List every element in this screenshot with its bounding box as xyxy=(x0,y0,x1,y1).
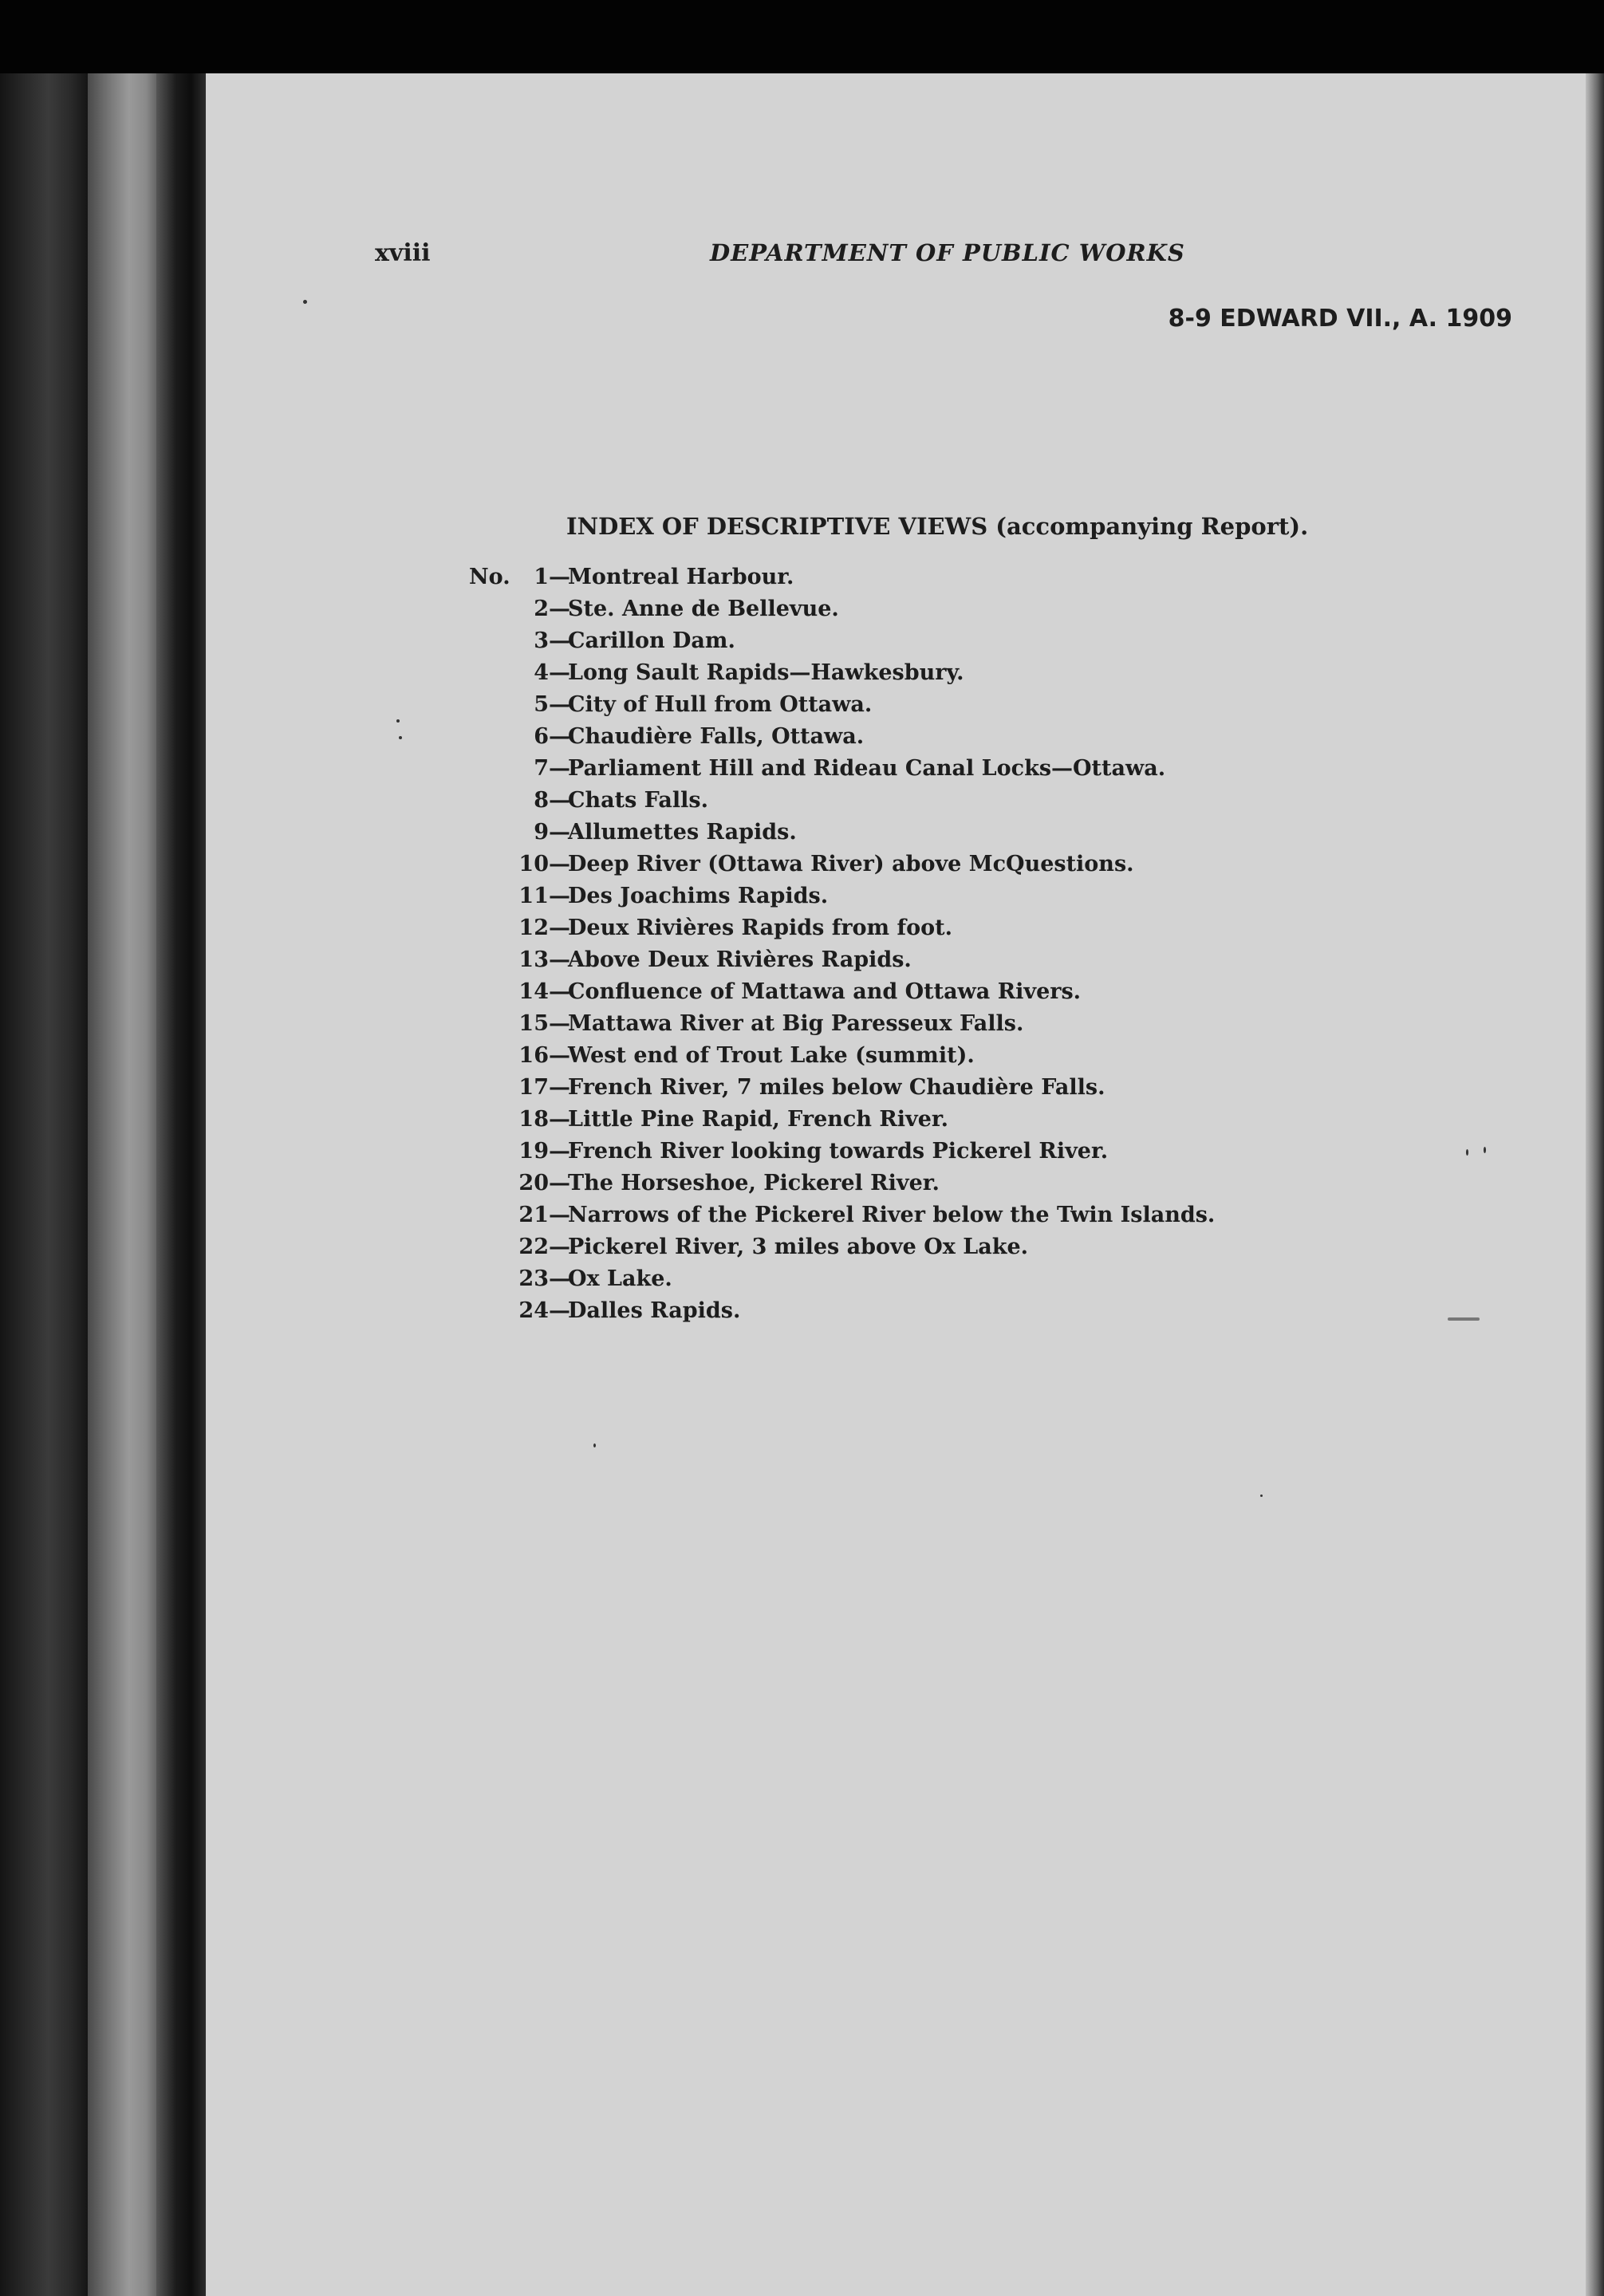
session-reference: 8-9 EDWARD VII., A. 1909 xyxy=(1168,305,1512,333)
entry-dash: — xyxy=(549,597,570,621)
entry-dash: — xyxy=(549,820,570,845)
index-entry xyxy=(469,593,1215,625)
entry-dash: — xyxy=(549,916,570,940)
entry-dash: — xyxy=(549,565,570,589)
entry-number: 4 xyxy=(534,660,549,685)
entry-dash: — xyxy=(549,884,570,908)
entry-number: 5 xyxy=(534,692,549,717)
index-entry xyxy=(469,785,1215,817)
scan-speck xyxy=(1448,1317,1480,1321)
index-entry xyxy=(469,1104,1215,1136)
entry-number: 12 xyxy=(518,916,549,940)
entry-number: 8 xyxy=(534,788,549,813)
entry-title: Montreal Harbour. xyxy=(568,565,794,589)
entry-prefix xyxy=(469,849,509,880)
entry-number: 23 xyxy=(518,1266,549,1291)
entry-title: City of Hull from Ottawa. xyxy=(568,692,873,717)
entry-number: 11 xyxy=(518,884,549,908)
index-entry xyxy=(469,625,1215,657)
entry-title: Mattawa River at Big Paresseux Falls. xyxy=(568,1011,1024,1036)
scan-speck xyxy=(303,300,307,304)
index-entry xyxy=(469,1199,1215,1231)
running-header-title: DEPARTMENT OF PUBLIC WORKS xyxy=(710,239,1185,266)
scan-speck xyxy=(593,1443,596,1447)
scan-top-border xyxy=(0,0,1604,73)
entry-dash: — xyxy=(549,1075,570,1100)
entry-number: 13 xyxy=(518,947,549,972)
index-entry xyxy=(469,1072,1215,1104)
entry-title: French River looking towards Pickerel River. xyxy=(568,1139,1109,1164)
entry-number: 24 xyxy=(518,1298,549,1323)
index-entry xyxy=(469,1168,1215,1199)
entry-prefix xyxy=(469,976,509,1008)
index-entry xyxy=(469,817,1215,849)
entry-title: Long Sault Rapids—Hawkesbury. xyxy=(568,660,964,685)
entry-prefix xyxy=(469,785,509,817)
entry-number: 6 xyxy=(534,724,549,749)
entry-title: Ox Lake. xyxy=(568,1266,672,1291)
entry-number: 20 xyxy=(518,1171,549,1195)
entry-number: 17 xyxy=(518,1075,549,1100)
entry-title: Above Deux Rivières Rapids. xyxy=(568,947,912,972)
index-entry xyxy=(469,721,1215,753)
book-spine-edge xyxy=(88,73,156,2296)
entry-dash: — xyxy=(549,756,570,781)
entry-dash: — xyxy=(549,947,570,972)
index-entry xyxy=(469,976,1215,1008)
entry-number: 10 xyxy=(518,852,549,876)
entry-dash: — xyxy=(549,1171,570,1195)
scan-speck xyxy=(399,736,402,739)
entry-title: Little Pine Rapid, French River. xyxy=(568,1107,949,1132)
entry-title: Allumettes Rapids. xyxy=(568,820,797,845)
entry-number: 9 xyxy=(534,820,549,845)
index-entry xyxy=(469,1263,1215,1295)
entry-prefix: No. xyxy=(469,565,510,589)
page-number: xviii xyxy=(375,239,431,267)
entry-title: Deep River (Ottawa River) above McQuestions. xyxy=(568,852,1134,876)
entry-dash: — xyxy=(549,1043,570,1068)
entry-dash: — xyxy=(549,660,570,685)
entry-prefix xyxy=(469,1168,509,1199)
entry-dash: — xyxy=(549,1298,570,1323)
index-entry xyxy=(469,912,1215,944)
entry-dash: — xyxy=(549,628,570,653)
entry-dash: — xyxy=(549,1235,570,1259)
entry-dash: — xyxy=(549,1266,570,1291)
index-entry xyxy=(469,849,1215,880)
entry-dash: — xyxy=(549,1139,570,1164)
entry-title: French River, 7 miles below Chaudière Falls. xyxy=(568,1075,1105,1100)
entry-number: 19 xyxy=(518,1139,549,1164)
entry-prefix xyxy=(469,689,509,721)
entry-title: Carillon Dam. xyxy=(568,628,735,653)
entry-number: 14 xyxy=(518,979,549,1004)
entry-prefix xyxy=(469,1199,509,1231)
scan-speck xyxy=(1466,1149,1468,1156)
entry-title: Pickerel River, 3 miles above Ox Lake. xyxy=(568,1235,1029,1259)
scan-speck xyxy=(396,719,400,723)
index-list xyxy=(469,561,1215,1327)
index-entry xyxy=(469,657,1215,689)
index-entry xyxy=(469,1231,1215,1263)
entry-prefix xyxy=(469,1072,509,1104)
entry-prefix xyxy=(469,1104,509,1136)
entry-title: Chats Falls. xyxy=(568,788,708,813)
entry-prefix xyxy=(469,1263,509,1295)
entry-prefix xyxy=(469,721,509,753)
entry-prefix xyxy=(469,753,509,785)
entry-prefix xyxy=(469,593,509,625)
entry-title: The Horseshoe, Pickerel River. xyxy=(568,1171,940,1195)
entry-dash: — xyxy=(549,1203,570,1227)
scan-speck xyxy=(1260,1495,1263,1497)
entry-title: Narrows of the Pickerel River below the Twin Islands. xyxy=(568,1203,1216,1227)
entry-dash: — xyxy=(549,979,570,1004)
entry-number: 21 xyxy=(518,1203,549,1227)
index-entry xyxy=(469,1040,1215,1072)
entry-number: 3 xyxy=(534,628,549,653)
scan-left-border xyxy=(0,73,88,2296)
entry-prefix xyxy=(469,1008,509,1040)
index-entry xyxy=(469,1136,1215,1168)
entry-prefix xyxy=(469,1231,509,1263)
entry-title: Parliament Hill and Rideau Canal Locks—Ottawa. xyxy=(568,756,1166,781)
entry-dash: — xyxy=(549,724,570,749)
entry-dash: — xyxy=(549,1011,570,1036)
entry-prefix xyxy=(469,1136,509,1168)
index-entry xyxy=(469,880,1215,912)
entry-prefix xyxy=(469,880,509,912)
entry-number: 2 xyxy=(534,597,549,621)
index-entry xyxy=(469,944,1215,976)
entry-dash: — xyxy=(549,788,570,813)
entry-title: Deux Rivières Rapids from foot. xyxy=(568,916,953,940)
entry-prefix xyxy=(469,657,509,689)
entry-prefix xyxy=(469,817,509,849)
entry-number: 15 xyxy=(518,1011,549,1036)
index-entry xyxy=(469,561,1215,593)
entry-prefix xyxy=(469,944,509,976)
entry-dash: — xyxy=(549,852,570,876)
entry-title: Chaudière Falls, Ottawa. xyxy=(568,724,865,749)
entry-dash: — xyxy=(549,692,570,717)
entry-prefix xyxy=(469,625,509,657)
index-entry xyxy=(469,753,1215,785)
index-heading: INDEX OF DESCRIPTIVE VIEWS (accompanying Report). xyxy=(566,513,1309,540)
entry-prefix xyxy=(469,912,509,944)
index-entry xyxy=(469,1295,1215,1327)
entry-prefix xyxy=(469,1040,509,1072)
index-entry xyxy=(469,689,1215,721)
page-right-edge xyxy=(1586,73,1604,2296)
entry-number: 22 xyxy=(518,1235,549,1259)
book-gutter-shadow xyxy=(156,73,206,2296)
entry-number: 7 xyxy=(534,756,549,781)
entry-title: Confluence of Mattawa and Ottawa Rivers. xyxy=(568,979,1082,1004)
entry-prefix xyxy=(469,1295,509,1327)
scan-speck xyxy=(1484,1147,1486,1153)
index-entry xyxy=(469,1008,1215,1040)
entry-title: West end of Trout Lake (summit). xyxy=(568,1043,975,1068)
entry-title: Ste. Anne de Bellevue. xyxy=(568,597,839,621)
entry-number: 18 xyxy=(518,1107,549,1132)
entry-dash: — xyxy=(549,1107,570,1132)
entry-number: 1 xyxy=(534,565,549,589)
entry-number: 16 xyxy=(518,1043,549,1068)
entry-title: Dalles Rapids. xyxy=(568,1298,741,1323)
entry-title: Des Joachims Rapids. xyxy=(568,884,829,908)
